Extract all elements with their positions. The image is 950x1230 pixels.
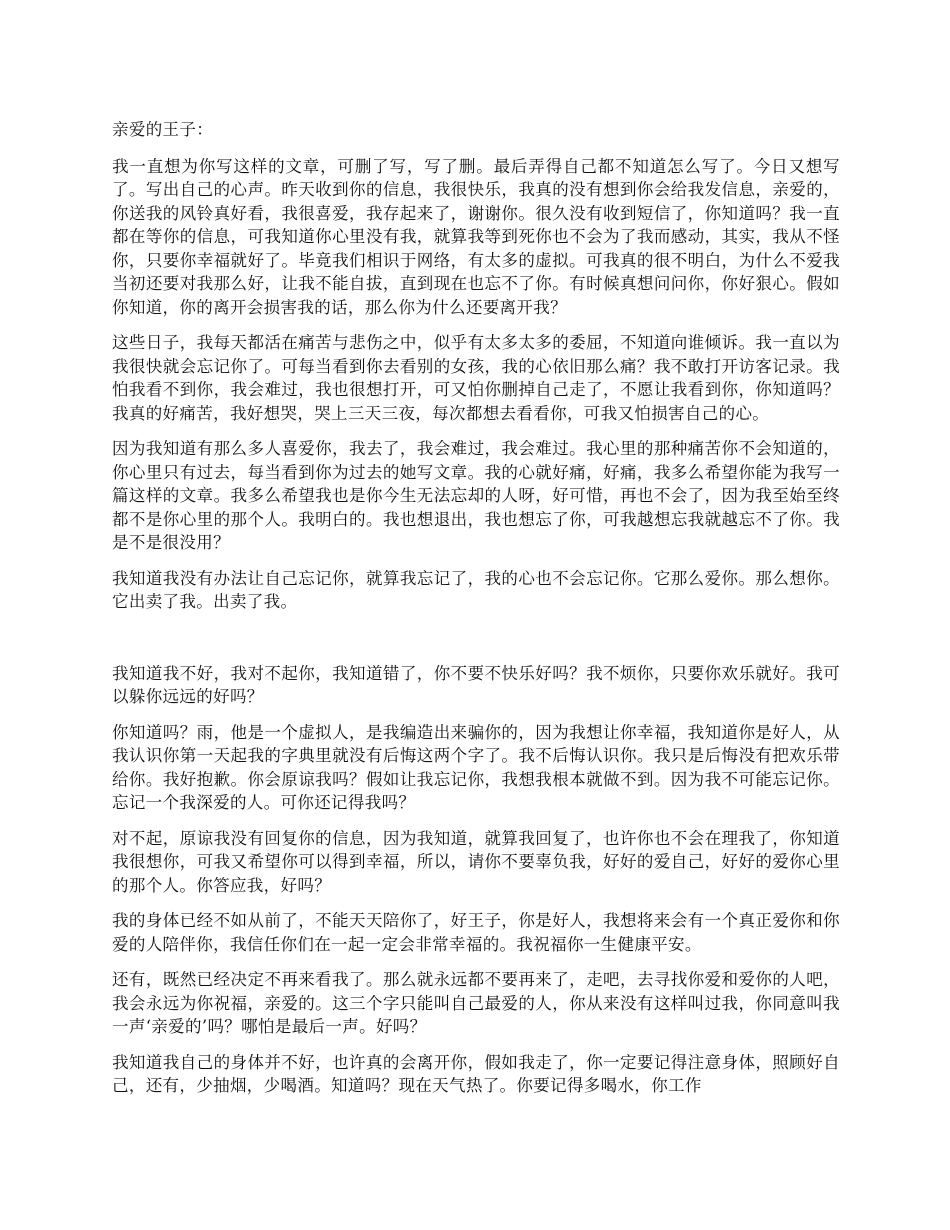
paragraph-5: 我知道我不好，我对不起你，我知道错了，你不要不快乐好吗？我不烦你，只要你欢乐就好。我可以躲你远远的好吗？ (112, 663, 840, 706)
letter-page (112, 118, 840, 1110)
paragraph-9: 还有，既然已经决定不再来看我了。那么就永远都不要再来了，走吧，去寻找你爱和爱你的人吧，我会永远为你祝福，亲爱的。这三个字只能叫自己最爱的人，你从来没有这样叫过我，你同意叫我一声‘亲爱的’吗？哪怕是最后一声。好吗？ (112, 970, 840, 1036)
paragraph-10: 我知道我自己的身体并不好，也许真的会离开你，假如我走了，你一定要记得注意身体，照顾好自己，还有，少抽烟，少喝酒。知道吗？现在天气热了。你要记得多喝水，你工作 (112, 1052, 840, 1095)
section-gap (112, 626, 840, 662)
paragraph-6: 你知道吗？雨，他是一个虚拟人，是我编造出来骗你的，因为我想让你幸福，我知道你是好人，从我认识你第一天起我的字典里就没有后悔这两个字了。我不后悔认识你。我只是后悔没有把欢乐带给你。我好抱歉。你会原谅我吗？假如让我忘记你，我想我根本就做不到。因为我不可能忘记你。忘记一个我深爱的人。可你还记得我吗？ (112, 722, 840, 812)
salutation: 亲爱的王子： (112, 120, 214, 139)
paragraph-2: 这些日子，我每天都活在痛苦与悲伤之中，似乎有太多太多的委屈，不知道向谁倾诉。我一直以为我很快就会忘记你了。可每当看到你去看别的女孩，我的心依旧那么痛？我不敢打开访客记录。我怕我看不到你，我会难过，我也很想打开，可又怕你删掉自己走了，不愿让我看到你，你知道吗？我真的好痛苦，我好想哭，哭上三天三夜，每次都想去看看你，可我又怕损害自己的心。 (112, 333, 840, 423)
paragraph-4: 我知道我没有办法让自己忘记你，就算我忘记了，我的心也不会忘记你。它那么爱你。那么想你。它出卖了我。出卖了我。 (112, 568, 840, 611)
paragraph-1: 我一直想为你写这样的文章，可删了写，写了删。最后弄得自己都不知道怎么写了。今日又想写了。写出自己的心声。昨天收到你的信息，我很快乐，我真的没有想到你会给我发信息，亲爱的，你送我的风铃真好看，我很喜爱，我存起来了，谢谢你。很久没有收到短信了，你知道吗？我一直都在等你的信息，可我知道你心里没有我，就算我等到死你也不会为了我而感动，其实，我从不怪你，只要你幸福就好了。毕竟我们相识于网络，有太多的虚拟。可我真的很不明白，为什么不爱我当初还要对我那么好，让我不能自拔，直到现在也忘不了你。有时候真想问问你，你好狠心。假如你知道，你的离开会损害我的话，那么你为什么还要离开我？ (112, 156, 840, 317)
paragraph-3: 因为我知道有那么多人喜爱你，我去了，我会难过，我会难过。我心里的那种痛苦你不会知道的，你心里只有过去，每当看到你为过去的她写文章。我的心就好痛，好痛，我多么希望你能为我写一篇这样的文章。我多么希望我也是你今生无法忘却的人呀，好可惜，再也不会了，因为我至始至终都不是你心里的那个人。我明白的。我也想退出，我也想忘了你，可我越想忘我就越忘不了你。我是不是很没用？ (112, 439, 840, 552)
paragraph-7: 对不起，原谅我没有回复你的信息，因为我知道，就算我回复了，也许你也不会在理我了，你知道我很想你，可我又希望你可以得到幸福，所以，请你不要辜负我，好好的爱自己，好好的爱你心里的那个人。你答应我，好吗？ (112, 828, 840, 895)
paragraph-8: 我的身体已经不如从前了，不能天天陪你了，好王子，你是好人，我想将来会有一个真正爱你和你爱的人陪伴你，我信任你们在一起一定会非常幸福的。我祝福你一生健康平安。 (112, 911, 840, 954)
